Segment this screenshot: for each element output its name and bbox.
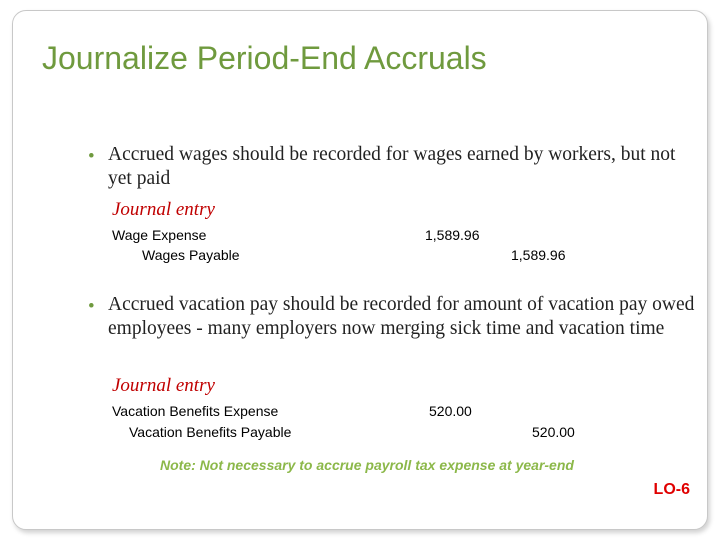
bullet-text-wages: Accrued wages should be recorded for wages earned by workers, but not yet paid xyxy=(108,144,676,189)
slide-frame xyxy=(12,10,708,530)
bullet-text-vacation: Accrued vacation pay should be recorded for amount of vacation pay owed employees - many employers now merging sick time and vacation time xyxy=(108,294,695,339)
credit-account: Vacation Benefits Payable xyxy=(129,424,292,440)
credit-amount: 1,589.96 xyxy=(511,247,566,263)
credit-amount: 520.00 xyxy=(532,424,575,440)
debit-amount: 520.00 xyxy=(429,403,472,419)
debit-account: Wage Expense xyxy=(112,227,207,243)
note-text: Note: Not necessary to accrue payroll tax expense at year-end xyxy=(160,457,574,473)
debit-amount: 1,589.96 xyxy=(425,227,480,243)
debit-account: Vacation Benefits Expense xyxy=(112,403,279,419)
credit-account: Wages Payable xyxy=(142,247,240,263)
slide-title: Journalize Period-End Accruals xyxy=(42,40,487,76)
lo-tag: LO-6 xyxy=(653,481,690,498)
journal-entry-label: Journal entry xyxy=(112,375,215,396)
journal-entry-label: Journal entry xyxy=(112,199,215,220)
bullet-marker: • xyxy=(88,146,95,167)
bullet-marker: • xyxy=(88,296,95,317)
